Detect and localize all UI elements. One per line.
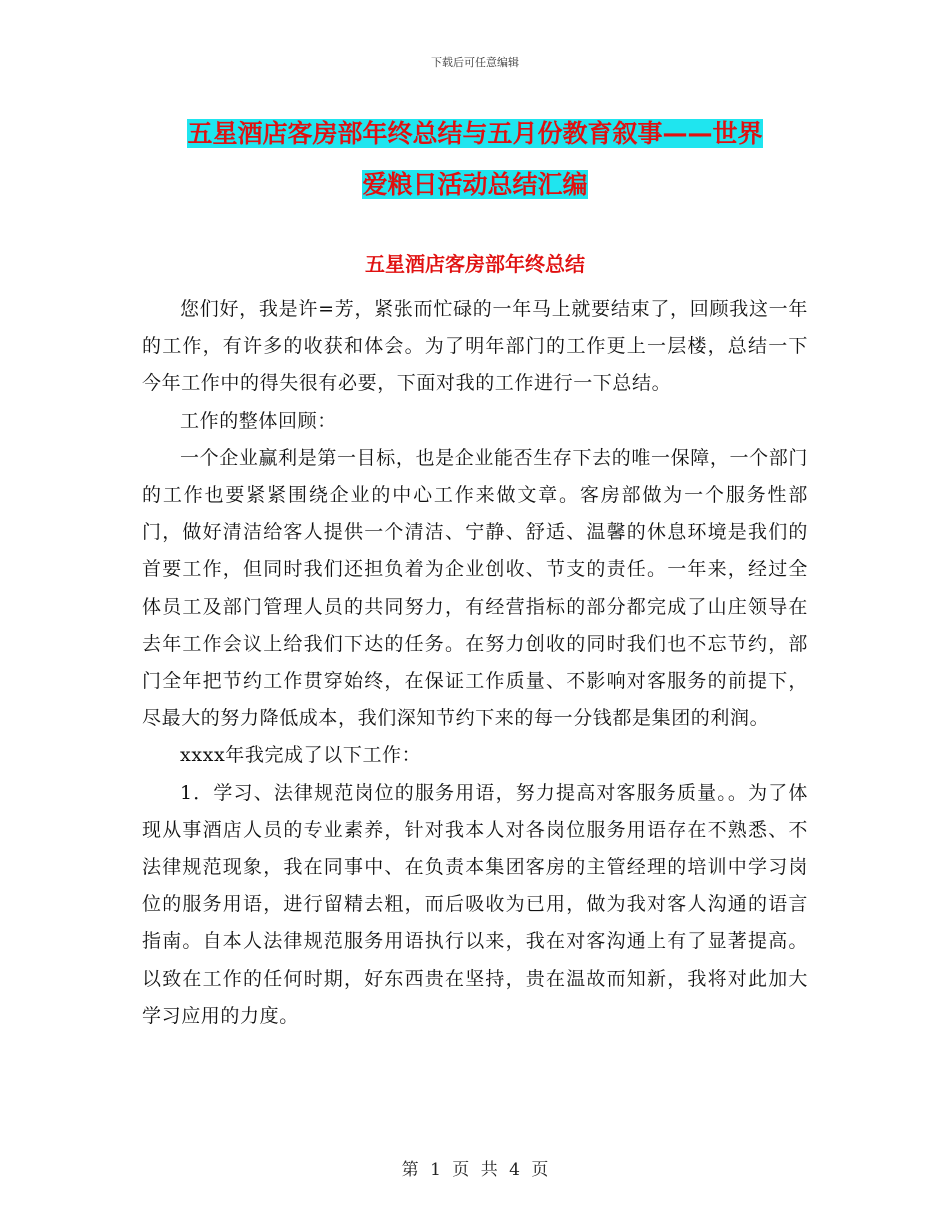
document-title: [150, 108, 800, 210]
paragraph-greeting: 您们好，我是许=芳，紧张而忙碌的一年马上就要结束了，回顾我这一年的工作，有许多的收获和体会。为了明年部门的工作更上一层楼，总结一下今年工作中的得失很有必要，下面对我的工作进行一下总结。: [142, 298, 808, 395]
paragraph-overview-heading: 工作的整体回顾：: [180, 409, 337, 432]
header-note: 下载后可任意编辑: [431, 56, 519, 69]
document-title-line-2: 爱粮日活动总结汇编: [362, 170, 588, 199]
document-body: [142, 291, 808, 1035]
paragraph-item-1: 1．学习、法律规范岗位的服务用语，努力提高对客服务质量。。为了体现从事酒店人员的专业素养，针对我本人对各岗位服务用语存在不熟悉、不法律规范现象，我在同事中、在负责本集团客房的主管经理的培训中学习岗位的服务用语，进行留精去粗，而后吸收为已用，做为我对客人沟通的语言指南。自本人法律规范服务用语执行以来，我在对客沟通上有了显著提高。以致在工作的任何时期，好东西贵在坚持，贵在温故而知新，我将对此加大学习应用的力度。: [142, 781, 808, 1027]
paragraph-work-heading: xxxx年我完成了以下工作：: [180, 744, 422, 767]
section-title: 五星酒店客房部年终总结: [365, 252, 585, 276]
paragraph-overview: 一个企业赢利是第一目标，也是企业能否生存下去的唯一保障，一个部门的工作也要紧紧围绕企业的中心工作来做文章。客房部做为一个服务性部门，做好清洁给客人提供一个清洁、宁静、舒适、温馨的休息环境是我们的首要工作，但同时我们还担负着为企业创收、节支的责任。一年来，经过全体员工及部门管理人员的共同努力，有经营指标的部分都完成了山庄领导在去年工作会议上给我们下达的任务。在努力创收的同时我们也不忘节约，部门全年把节约工作贯穿始终，在保证工作质量、不影响对客服务的前提下，尽最大的努力降低成本，我们深知节约下来的每一分钱都是集团的利润。: [142, 446, 808, 730]
page-number: 第 1 页 共 4 页: [401, 1160, 549, 1180]
document-title-line-1: 五星酒店客房部年终总结与五月份教育叙事——世界: [187, 119, 763, 148]
